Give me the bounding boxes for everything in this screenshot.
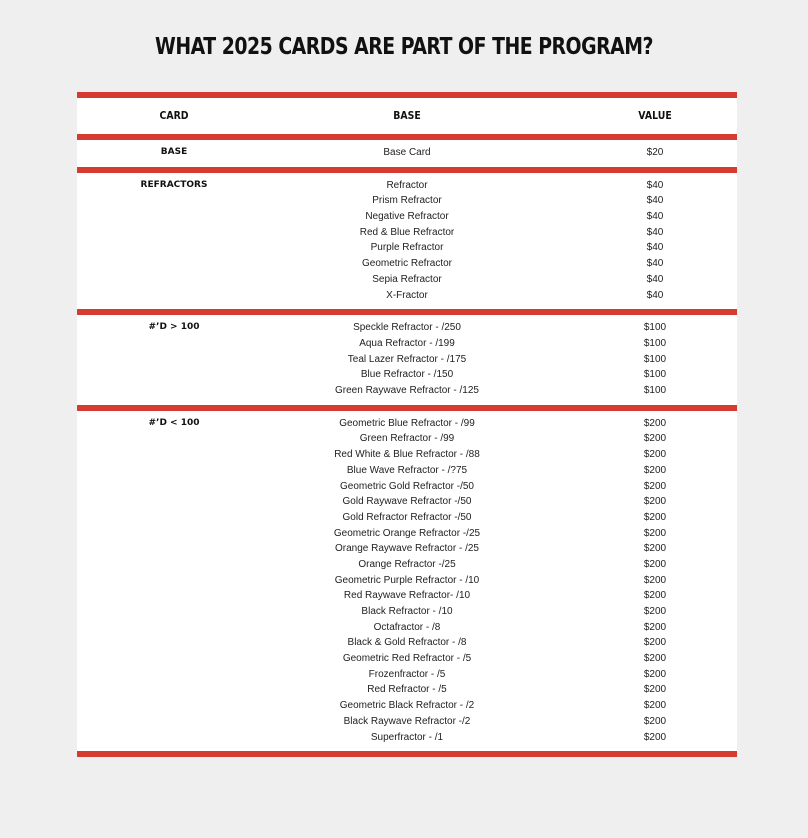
card-value: $100 (643, 385, 667, 397)
card-name: Gold Raywave Refractor -/50 (342, 496, 472, 508)
card-value: $200 (643, 574, 667, 586)
card-value: $40 (646, 226, 664, 238)
card-name: Superfractor - /1 (370, 731, 444, 743)
card-value: $40 (646, 289, 664, 301)
card-value: $200 (643, 606, 667, 618)
card-name: Blue Wave Refractor - /?75 (346, 464, 468, 476)
card-names-list (267, 320, 547, 398)
card-value: $100 (643, 353, 667, 365)
card-name: Speckle Refractor - /250 (353, 322, 461, 334)
card-value: $200 (643, 449, 667, 461)
section-label: REFRACTORS (140, 179, 208, 190)
card-name: Prism Refractor (372, 195, 442, 207)
card-name: Orange Refractor -/25 (358, 558, 456, 570)
header-card: CARD (159, 109, 189, 122)
card-value: $40 (646, 258, 664, 270)
card-value: $40 (646, 273, 664, 285)
card-value: $200 (643, 668, 667, 680)
card-name: Red Raywave Refractor- /10 (343, 590, 471, 602)
card-name: Black & Gold Refractor - /8 (347, 637, 467, 649)
card-name: Red White & Blue Refractor - /88 (334, 449, 480, 461)
card-value: $200 (643, 700, 667, 712)
card-value: $200 (643, 621, 667, 633)
header-base: BASE (393, 109, 421, 122)
card-value: $40 (646, 179, 664, 191)
section-label: #’D > 100 (148, 322, 200, 333)
card-value: $100 (643, 322, 667, 334)
card-name: Refractor (386, 179, 428, 191)
card-value: $200 (643, 684, 667, 696)
card-name: Geometric Gold Refractor -/50 (340, 480, 474, 492)
section-label: #’D < 100 (148, 417, 200, 428)
card-name: Teal Lazer Refractor - /175 (347, 353, 467, 365)
card-value: $200 (643, 731, 667, 743)
card-name: Sepia Refractor (372, 273, 442, 285)
card-value: $200 (643, 417, 667, 429)
card-name: Gold Refractor Refractor -/50 (342, 511, 472, 523)
section-1 (77, 173, 737, 310)
section-0 (77, 140, 737, 167)
card-name: Geometric Red Refractor - /5 (342, 653, 472, 665)
table-header (77, 98, 737, 134)
card-name: Blue Refractor - /150 (360, 369, 454, 381)
card-value: $200 (643, 480, 667, 492)
card-name: Base Card (383, 147, 431, 158)
card-name: Octafractor - /8 (373, 621, 441, 633)
card-name: Negative Refractor (365, 211, 449, 223)
card-value: $200 (643, 653, 667, 665)
card-value: $40 (646, 242, 664, 254)
card-name: Frozenfractor - /5 (368, 668, 446, 680)
section-label: BASE (160, 147, 188, 157)
card-value: $200 (643, 558, 667, 570)
card-value: $200 (643, 433, 667, 445)
card-value: $100 (643, 337, 667, 349)
card-value: $40 (646, 211, 664, 223)
page-title: WHAT 2025 CARDS ARE PART OF THE PROGRAM? (155, 34, 653, 60)
card-value: $200 (643, 715, 667, 727)
card-name: Black Refractor - /10 (361, 606, 453, 618)
card-value: $40 (646, 195, 664, 207)
card-name: Geometric Blue Refractor - /99 (339, 417, 475, 429)
card-name: Geometric Orange Refractor -/25 (333, 527, 481, 539)
card-value: $200 (643, 496, 667, 508)
card-name: Orange Raywave Refractor - /25 (335, 543, 479, 555)
card-name: Purple Refractor (370, 242, 444, 254)
card-names-list (267, 416, 547, 745)
card-name: Green Raywave Refractor - /125 (335, 385, 479, 397)
section-3 (77, 411, 737, 752)
header-value: VALUE (638, 109, 672, 122)
card-name: Geometric Black Refractor - /2 (339, 700, 475, 712)
cards-table (77, 92, 737, 757)
card-name: Red Refractor - /5 (367, 684, 447, 696)
section-divider-bar (77, 751, 737, 757)
card-value: $20 (646, 147, 664, 158)
card-name: Green Refractor - /99 (359, 433, 455, 445)
card-name: X-Fractor (386, 289, 428, 301)
card-value: $100 (643, 369, 667, 381)
card-value: $200 (643, 527, 667, 539)
card-values-list (615, 320, 695, 398)
card-value: $200 (643, 590, 667, 602)
card-names-list (267, 178, 547, 304)
card-values-list (615, 178, 695, 304)
card-name: Geometric Purple Refractor - /10 (334, 574, 480, 586)
card-name: Geometric Refractor (361, 258, 453, 270)
card-value: $200 (643, 464, 667, 476)
card-value: $200 (643, 543, 667, 555)
table-body (77, 140, 737, 757)
card-name: Black Raywave Refractor -/2 (343, 715, 471, 727)
card-names-list (267, 145, 547, 161)
card-values-list (615, 145, 695, 161)
card-name: Red & Blue Refractor (359, 226, 455, 238)
section-2 (77, 315, 737, 405)
card-name: Aqua Refractor - /199 (359, 337, 455, 349)
card-value: $200 (643, 637, 667, 649)
card-value: $200 (643, 511, 667, 523)
card-values-list (615, 416, 695, 745)
